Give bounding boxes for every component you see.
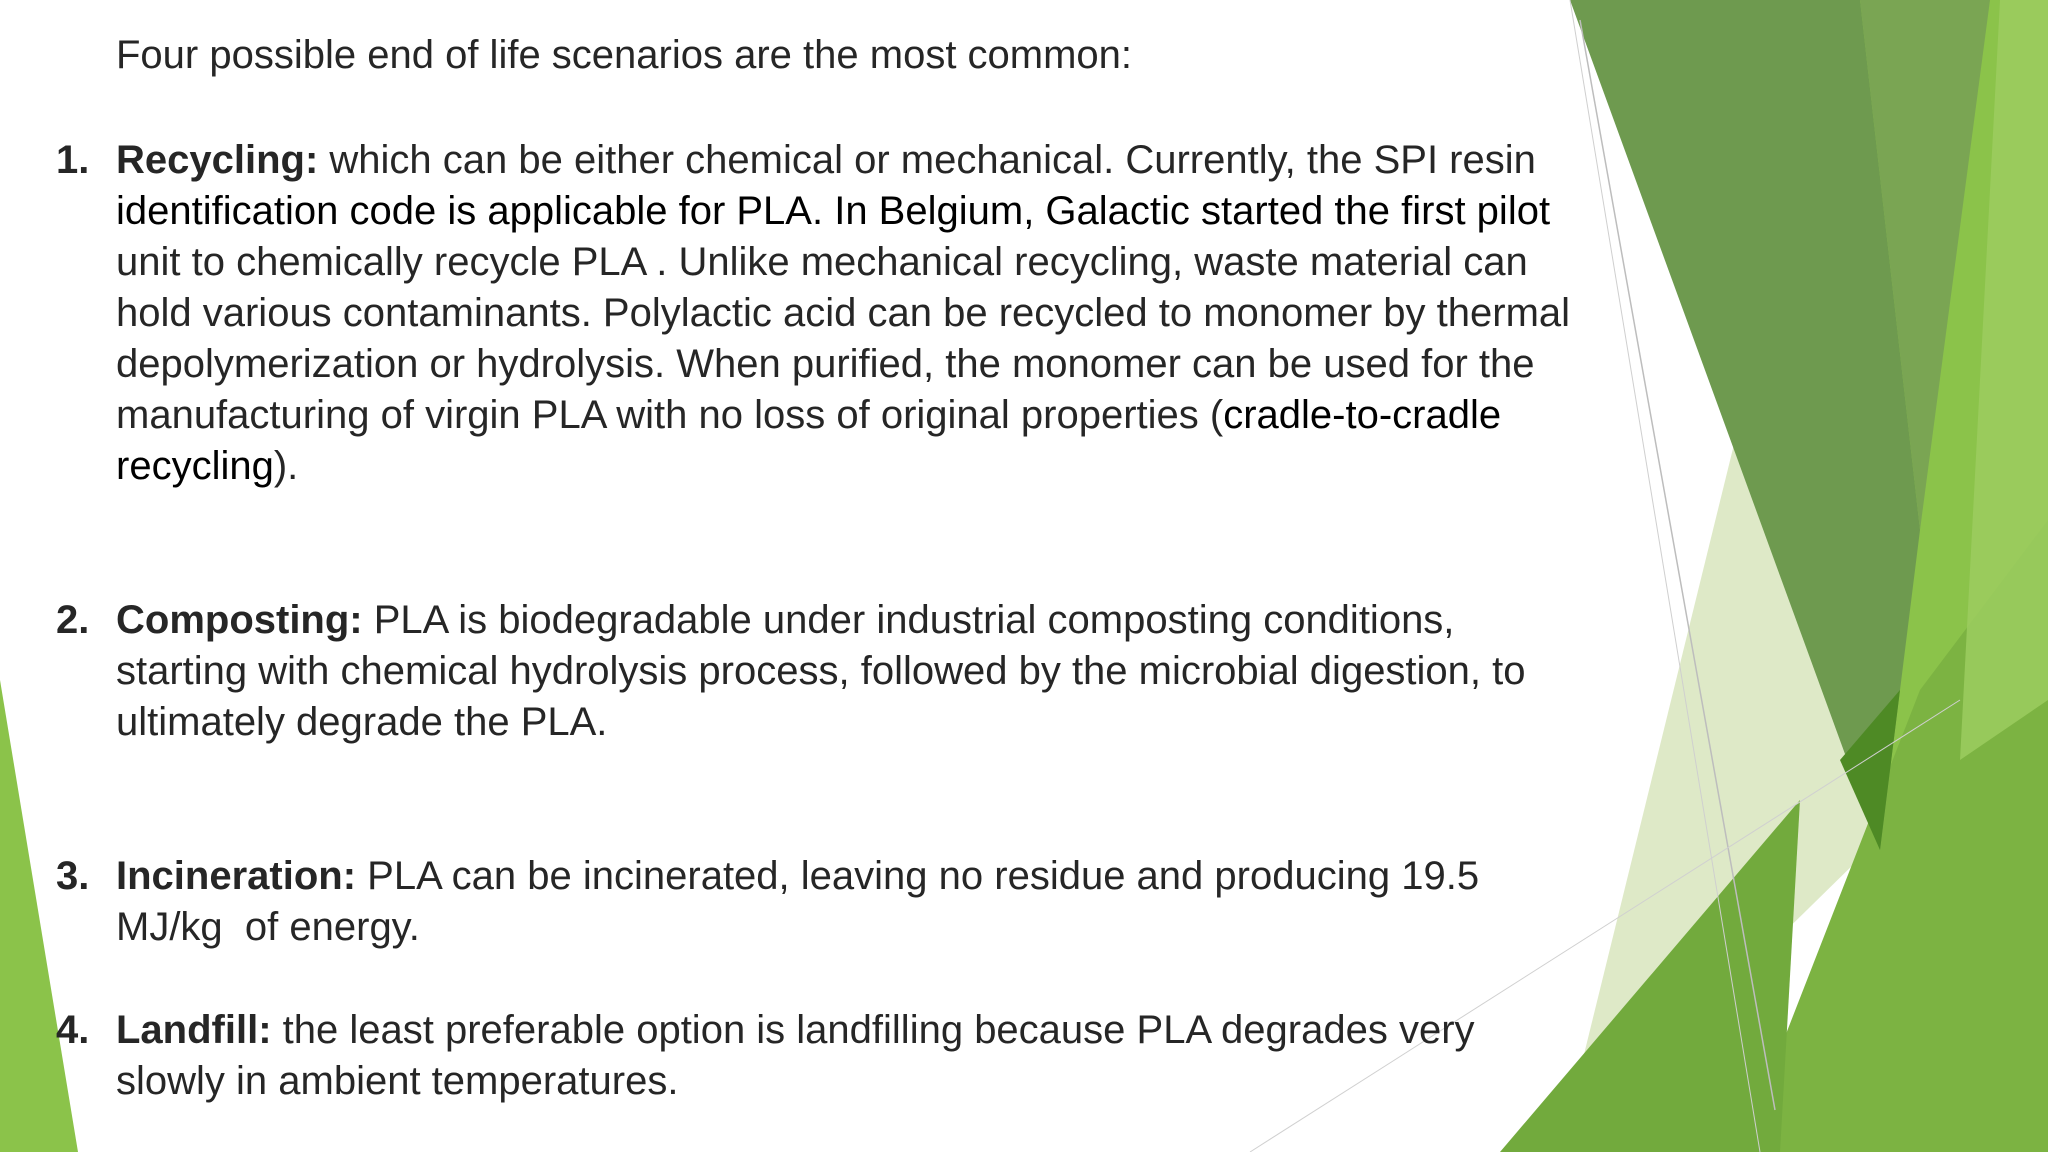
item-term: Recycling: xyxy=(116,138,319,182)
item-text: recycling xyxy=(116,444,274,488)
item-text: ). xyxy=(273,444,299,488)
item-text: PLA is biodegradable under industrial composting conditions, xyxy=(362,598,1455,642)
item-line xyxy=(116,595,1676,646)
item-line: identification code is applicable for PLA. In Belgium, Galactic started the first pilot xyxy=(116,189,1551,233)
item-line xyxy=(116,851,1676,902)
item-line: unit to chemically recycle PLA . Unlike mechanical recycling, waste material can xyxy=(116,240,1528,284)
item-line xyxy=(116,1005,1676,1056)
item-text: manufacturing of virgin PLA with no loss of original properties ( xyxy=(116,393,1224,437)
item-line xyxy=(116,390,1676,441)
list-item-recycling xyxy=(56,135,1676,492)
item-text: PLA can be incinerated, leaving no residue and producing 19.5 xyxy=(356,854,1480,898)
item-number: 4. xyxy=(56,1008,90,1052)
item-term: Incineration: xyxy=(116,854,357,898)
item-line: MJ/kg of energy. xyxy=(116,905,420,949)
list-item-landfill xyxy=(56,1005,1676,1107)
item-number: 2. xyxy=(56,598,90,642)
item-line: starting with chemical hydrolysis process, followed by the microbial digestion, to xyxy=(116,649,1526,693)
intro-text: Four possible end of life scenarios are the most common: xyxy=(116,33,1133,77)
item-line: ultimately degrade the PLA. xyxy=(116,700,608,744)
item-line: slowly in ambient temperatures. xyxy=(116,1059,679,1103)
item-line xyxy=(116,441,1676,492)
item-term: Landfill: xyxy=(116,1008,272,1052)
item-line xyxy=(116,135,1676,186)
item-line: depolymerization or hydrolysis. When purified, the monomer can be used for the xyxy=(116,342,1535,386)
item-term: Composting: xyxy=(116,598,363,642)
item-number: 3. xyxy=(56,854,90,898)
item-text: which can be either chemical or mechanical. Currently, the SPI resin xyxy=(318,138,1536,182)
item-number: 1. xyxy=(56,138,90,182)
item-line: hold various contaminants. Polylactic acid can be recycled to monomer by thermal xyxy=(116,291,1571,335)
item-text: the least preferable option is landfilling because PLA degrades very xyxy=(271,1008,1475,1052)
item-text: cradle-to-cradle xyxy=(1223,393,1502,437)
list-item-composting xyxy=(56,595,1676,748)
list-item-incineration xyxy=(56,851,1676,953)
